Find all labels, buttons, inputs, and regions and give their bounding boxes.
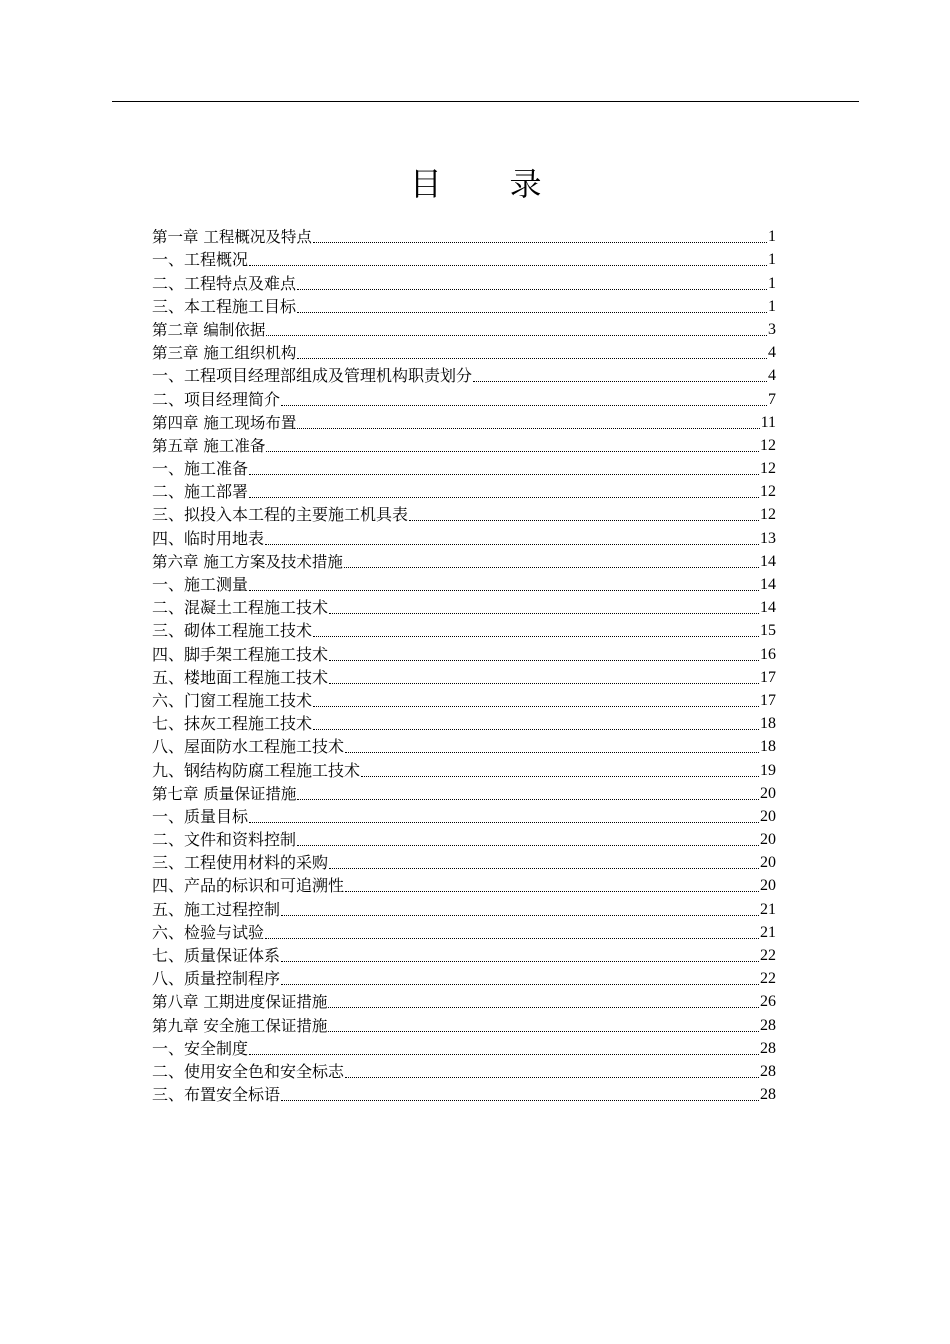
toc-dot-leader — [281, 1100, 759, 1101]
toc-dot-leader — [329, 868, 759, 869]
toc-section-entry[interactable] — [152, 526, 776, 549]
toc-entry-label: 一、工程项目经理部组成及管理机构职责划分 — [152, 366, 473, 386]
toc-entry-label: 第四章 施工现场布置 — [152, 413, 297, 432]
toc-entry-label: 八、屋面防水工程施工技术 — [152, 737, 345, 757]
toc-page-number: 12 — [760, 460, 776, 478]
toc-section-entry[interactable] — [152, 1083, 776, 1106]
toc-chapter-entry[interactable] — [152, 318, 776, 341]
toc-page-number: 12 — [760, 436, 776, 454]
toc-section-entry[interactable] — [152, 1060, 776, 1083]
toc-page-number: 17 — [760, 668, 776, 686]
toc-entry-label: 第九章 安全施工保证措施 — [152, 1016, 328, 1035]
toc-page-number: 28 — [760, 1086, 776, 1104]
toc-dot-leader — [281, 961, 759, 962]
toc-dot-leader — [249, 1054, 759, 1055]
toc-page-number: 1 — [768, 297, 776, 315]
header-rule — [112, 101, 859, 102]
toc-entry-label: 二、施工部署 — [152, 482, 249, 502]
toc-entry-label: 第五章 施工准备 — [152, 436, 266, 455]
toc-chapter-entry[interactable] — [152, 434, 776, 457]
toc-page-number: 20 — [760, 807, 776, 825]
toc-page-number: 26 — [760, 993, 776, 1011]
toc-section-entry[interactable] — [152, 387, 776, 410]
toc-dot-leader — [265, 938, 759, 939]
toc-entry-label: 三、工程使用材料的采购 — [152, 853, 329, 873]
toc-page-number: 28 — [760, 1062, 776, 1080]
toc-page-number: 20 — [760, 831, 776, 849]
toc-page-number: 22 — [760, 970, 776, 988]
toc-dot-leader — [313, 242, 767, 243]
toc-entry-label: 第三章 施工组织机构 — [152, 344, 297, 363]
toc-page-number: 21 — [760, 900, 776, 918]
toc-chapter-entry[interactable] — [152, 782, 776, 805]
toc-section-entry[interactable] — [152, 666, 776, 689]
toc-section-entry[interactable] — [152, 897, 776, 920]
toc-entry-label: 一、施工测量 — [152, 575, 249, 594]
toc-section-entry[interactable] — [152, 689, 776, 712]
toc-dot-leader — [473, 381, 767, 382]
toc-page-number: 21 — [760, 923, 776, 941]
toc-entry-label: 二、混凝土工程施工技术 — [152, 598, 329, 618]
toc-page-number: 20 — [760, 877, 776, 895]
toc-dot-leader — [409, 520, 759, 521]
toc-page-number: 28 — [760, 1039, 776, 1057]
toc-page-number: 11 — [760, 413, 776, 431]
toc-entry-label: 二、项目经理简介 — [152, 389, 281, 409]
toc-page-number: 22 — [760, 947, 776, 964]
toc-entry-label: 三、拟投入本工程的主要施工机具表 — [152, 505, 409, 525]
toc-entry-label: 三、本工程施工目标 — [152, 296, 297, 316]
toc-page-number: 1 — [768, 274, 776, 292]
toc-dot-leader — [328, 1031, 759, 1032]
toc-section-entry[interactable] — [152, 480, 776, 503]
toc-entry-label: 第八章 工期进度保证措施 — [152, 993, 328, 1012]
toc-page-number: 16 — [760, 645, 776, 663]
toc-entry-label: 一、工程概况 — [152, 250, 249, 270]
toc-entry-label: 四、产品的标识和可追溯性 — [152, 876, 345, 896]
toc-section-entry[interactable] — [152, 735, 776, 758]
toc-section-entry[interactable] — [152, 967, 776, 990]
toc-page-number: 18 — [760, 738, 776, 756]
toc-entry-label: 七、抹灰工程施工技术 — [152, 714, 313, 734]
toc-page-number: 12 — [760, 483, 776, 501]
toc-dot-leader — [281, 405, 767, 406]
toc-page-number: 13 — [760, 529, 776, 547]
toc-section-entry[interactable] — [152, 851, 776, 874]
toc-dot-leader — [345, 891, 759, 892]
toc-chapter-entry[interactable] — [152, 225, 776, 248]
toc-chapter-entry[interactable] — [152, 1013, 776, 1036]
toc-entry-label: 四、临时用地表 — [152, 528, 265, 548]
toc-dot-leader — [266, 451, 759, 452]
toc-page-number: 1 — [768, 251, 776, 269]
toc-entry-label: 二、文件和资料控制 — [152, 830, 297, 850]
toc-section-entry[interactable] — [152, 712, 776, 735]
toc-page-number: 15 — [760, 622, 776, 640]
toc-dot-leader — [297, 428, 759, 429]
toc-dot-leader — [265, 544, 759, 545]
toc-entry-label: 六、门窗工程施工技术 — [152, 690, 313, 710]
toc-entry-label: 第六章 施工方案及技术措施 — [152, 552, 343, 571]
toc-dot-leader — [329, 683, 759, 684]
toc-entry-label: 一、施工准备 — [152, 459, 249, 479]
toc-entry-label: 三、布置安全标语 — [152, 1085, 281, 1105]
toc-page-number: 18 — [760, 715, 776, 733]
toc-page-number: 7 — [768, 390, 776, 408]
toc-entry-label: 九、钢结构防腐工程施工技术 — [152, 760, 361, 780]
toc-entry-label: 第七章 质量保证措施 — [152, 784, 297, 803]
toc-page-number: 20 — [760, 854, 776, 872]
toc-entry-label: 一、安全制度 — [152, 1038, 249, 1058]
toc-page-number: 3 — [768, 320, 776, 338]
toc-section-entry[interactable] — [152, 295, 776, 318]
toc-entry-label: 七、质量保证体系 — [152, 946, 281, 965]
toc-dot-leader — [328, 1007, 759, 1008]
toc-chapter-entry[interactable] — [152, 990, 776, 1013]
toc-dot-leader — [266, 335, 767, 336]
toc-entry-label: 五、楼地面工程施工技术 — [152, 667, 329, 687]
toc-dot-leader — [297, 289, 767, 290]
toc-section-entry[interactable] — [152, 828, 776, 851]
toc-dot-leader — [249, 265, 767, 266]
toc-page-number: 20 — [760, 784, 776, 802]
toc-entry-label: 六、检验与试验 — [152, 922, 265, 942]
table-of-contents — [152, 225, 776, 1106]
toc-page-number: 14 — [760, 552, 776, 570]
toc-entry-label: 第二章 编制依据 — [152, 320, 266, 339]
toc-section-entry[interactable] — [152, 457, 776, 480]
toc-dot-leader — [297, 358, 767, 359]
toc-page-number: 28 — [760, 1016, 776, 1034]
toc-page-number: 19 — [760, 761, 776, 779]
toc-entry-label: 五、施工过程控制 — [152, 899, 281, 919]
toc-entry-label: 二、工程特点及难点 — [152, 273, 297, 293]
toc-page-number: 12 — [760, 506, 776, 524]
toc-section-entry[interactable] — [152, 921, 776, 944]
toc-dot-leader — [297, 312, 767, 313]
toc-page-number: 14 — [760, 599, 776, 617]
toc-dot-leader — [249, 474, 759, 475]
toc-page-number: 17 — [760, 691, 776, 709]
toc-entry-label: 三、砌体工程施工技术 — [152, 621, 313, 641]
toc-dot-leader — [329, 613, 759, 614]
toc-section-entry[interactable] — [152, 271, 776, 294]
toc-entry-label: 四、脚手架工程施工技术 — [152, 644, 329, 664]
toc-section-entry[interactable] — [152, 248, 776, 271]
toc-section-entry[interactable] — [152, 642, 776, 665]
toc-dot-leader — [297, 799, 759, 800]
toc-entry-label: 第一章 工程概况及特点 — [152, 228, 312, 247]
toc-dot-leader — [249, 590, 759, 591]
toc-dot-leader — [329, 660, 759, 661]
toc-chapter-entry[interactable] — [152, 341, 776, 364]
toc-page-number: 1 — [768, 228, 776, 246]
toc-title: 目 录 — [409, 165, 571, 204]
toc-section-entry[interactable] — [152, 1037, 776, 1060]
toc-dot-leader — [361, 776, 759, 777]
toc-dot-leader — [313, 729, 759, 730]
toc-section-entry[interactable] — [152, 364, 776, 387]
toc-section-entry[interactable] — [152, 758, 776, 781]
toc-dot-leader — [281, 984, 759, 985]
toc-dot-leader — [297, 845, 759, 846]
toc-dot-leader — [249, 822, 759, 823]
toc-entry-label: 二、使用安全色和安全标志 — [152, 1061, 345, 1081]
toc-section-entry[interactable] — [152, 503, 776, 526]
toc-section-entry[interactable] — [152, 874, 776, 897]
toc-dot-leader — [345, 752, 759, 753]
toc-page-number: 4 — [768, 367, 776, 385]
toc-dot-leader — [313, 706, 759, 707]
toc-entry-label: 一、质量目标 — [152, 806, 249, 826]
toc-section-entry[interactable] — [152, 596, 776, 619]
toc-page-number: 14 — [760, 576, 776, 593]
toc-section-entry[interactable] — [152, 944, 776, 967]
toc-section-entry[interactable] — [152, 573, 776, 596]
toc-entry-label: 八、质量控制程序 — [152, 969, 281, 989]
toc-dot-leader — [249, 497, 759, 498]
toc-chapter-entry[interactable] — [152, 550, 776, 573]
toc-dot-leader — [313, 636, 759, 637]
toc-section-entry[interactable] — [152, 619, 776, 642]
toc-dot-leader — [281, 915, 759, 916]
toc-dot-leader — [345, 1077, 759, 1078]
toc-page-number: 4 — [768, 344, 776, 362]
toc-dot-leader — [344, 567, 759, 568]
toc-chapter-entry[interactable] — [152, 411, 776, 434]
toc-section-entry[interactable] — [152, 805, 776, 828]
